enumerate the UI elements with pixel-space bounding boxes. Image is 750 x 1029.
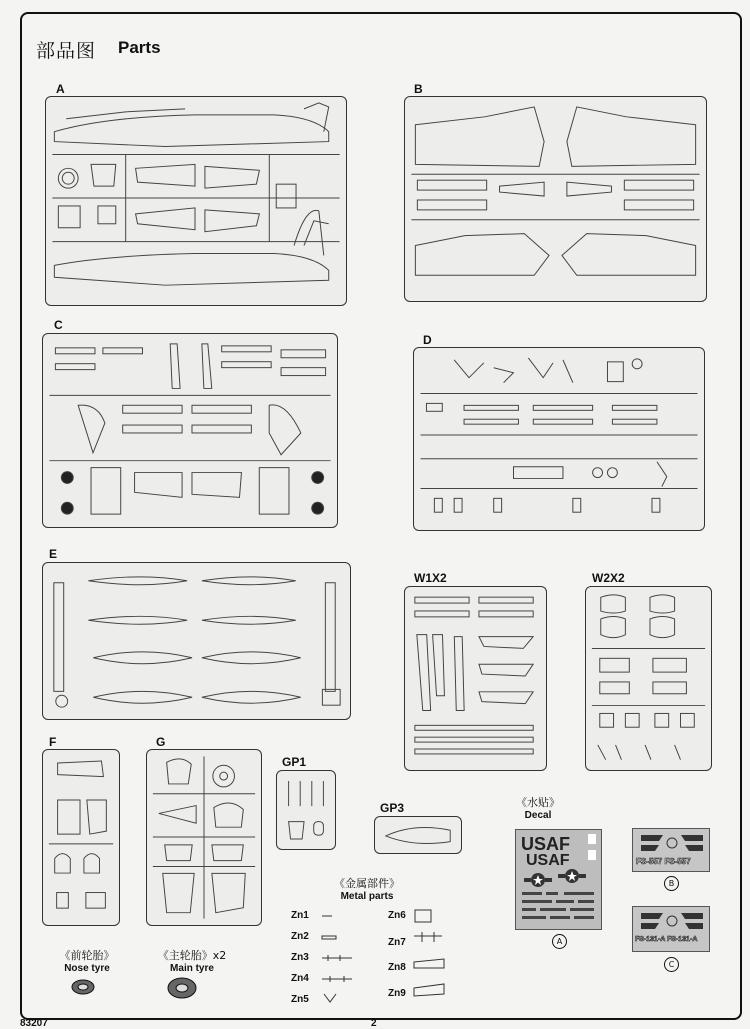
sprue-c-drawing: [43, 334, 337, 527]
decal-sheet-c-id: C: [664, 957, 679, 972]
sprue-label-w2: W2X2: [592, 571, 625, 585]
metal-parts-title-en: Metal parts: [340, 891, 394, 902]
sprue-label-b: B: [414, 82, 423, 96]
sprue-w2: [585, 586, 712, 771]
decal-b-drawing: [633, 829, 711, 873]
decal-a-drawing: [516, 830, 603, 931]
footer-page-number: 2: [371, 1018, 377, 1029]
metal-part-zn2: Zn2: [291, 931, 309, 942]
metal-parts-caption: [312, 875, 422, 902]
sprue-a: [45, 96, 347, 306]
sprue-w1-drawing: [405, 587, 546, 770]
decal-a-usaf-1: USAF: [521, 834, 570, 854]
nose-tyre-label-en: Nose tyre: [64, 963, 110, 974]
page-title-cn: 部品图: [36, 40, 97, 62]
sprue-f-drawing: [43, 750, 119, 925]
metal-part-zn4: Zn4: [291, 973, 309, 984]
sprue-gp3: [374, 816, 462, 854]
decal-sheet-a: [515, 829, 602, 930]
decal-sheet-b-id: B: [664, 876, 679, 891]
sprue-label-d: D: [423, 333, 432, 347]
decal-b-code: FS-557 FS-557: [636, 857, 691, 866]
sprue-b: [404, 96, 707, 302]
sprue-f: [42, 749, 120, 926]
sprue-c: [42, 333, 338, 528]
decal-a-usaf-2: USAF: [526, 852, 570, 869]
decal-caption: [498, 794, 578, 821]
main-tyre-label-cn: 《主轮胎》x2: [157, 949, 227, 962]
sprue-gp1: [276, 770, 336, 850]
sprue-e: [42, 562, 351, 720]
metal-part-zn8: Zn8: [388, 962, 406, 973]
metal-part-zn3: Zn3: [291, 952, 309, 963]
sprue-gp3-drawing: [375, 817, 461, 853]
metal-parts-title-cn: 《金属部件》: [334, 877, 400, 890]
sprue-label-gp1: GP1: [282, 755, 307, 769]
main-tyre-icon: [166, 976, 198, 1000]
sprue-w2-drawing: [586, 587, 711, 770]
metal-parts-drawing: [318, 906, 448, 1006]
nose-tyre-label-cn: 《前轮胎》: [59, 949, 115, 962]
decal-title-cn: 《水贴》: [516, 796, 560, 809]
sprue-d: [413, 347, 705, 531]
sprue-label-c: C: [54, 318, 63, 332]
metal-part-zn1: Zn1: [291, 910, 309, 921]
metal-part-zn7: Zn7: [388, 937, 406, 948]
footer-code: 83207: [20, 1018, 48, 1029]
sprue-g: [146, 749, 262, 926]
metal-part-zn9: Zn9: [388, 988, 406, 999]
nose-tyre-icon: [70, 978, 96, 996]
decal-sheet-c: [632, 906, 710, 952]
page-title-en: Parts: [118, 38, 161, 57]
decal-sheet-a-id: A: [552, 934, 567, 949]
decal-title-en: Decal: [524, 810, 552, 821]
sprue-w1: [404, 586, 547, 771]
sprue-a-drawing: [46, 97, 346, 305]
decal-c-code: FS-131-A FS-131-A: [635, 936, 698, 943]
sprue-label-a: A: [56, 82, 65, 96]
metal-part-zn6: Zn6: [388, 910, 406, 921]
nose-tyre-caption: [44, 947, 130, 974]
sprue-label-gp3: GP3: [380, 801, 405, 815]
decal-c-drawing: [633, 907, 711, 953]
main-tyre-caption: [142, 947, 242, 974]
sprue-d-drawing: [414, 348, 704, 530]
sprue-b-drawing: [405, 97, 706, 301]
sprue-e-drawing: [43, 563, 350, 719]
sprue-label-g: G: [156, 735, 166, 749]
sprue-g-drawing: [147, 750, 261, 925]
decal-sheet-b: [632, 828, 710, 872]
sprue-label-w1: W1X2: [414, 571, 447, 585]
metal-part-zn5: Zn5: [291, 994, 309, 1005]
main-tyre-label-en: Main tyre: [170, 963, 214, 974]
sprue-label-e: E: [49, 547, 58, 561]
sprue-gp1-drawing: [277, 771, 335, 849]
sprue-label-f: F: [49, 735, 57, 749]
